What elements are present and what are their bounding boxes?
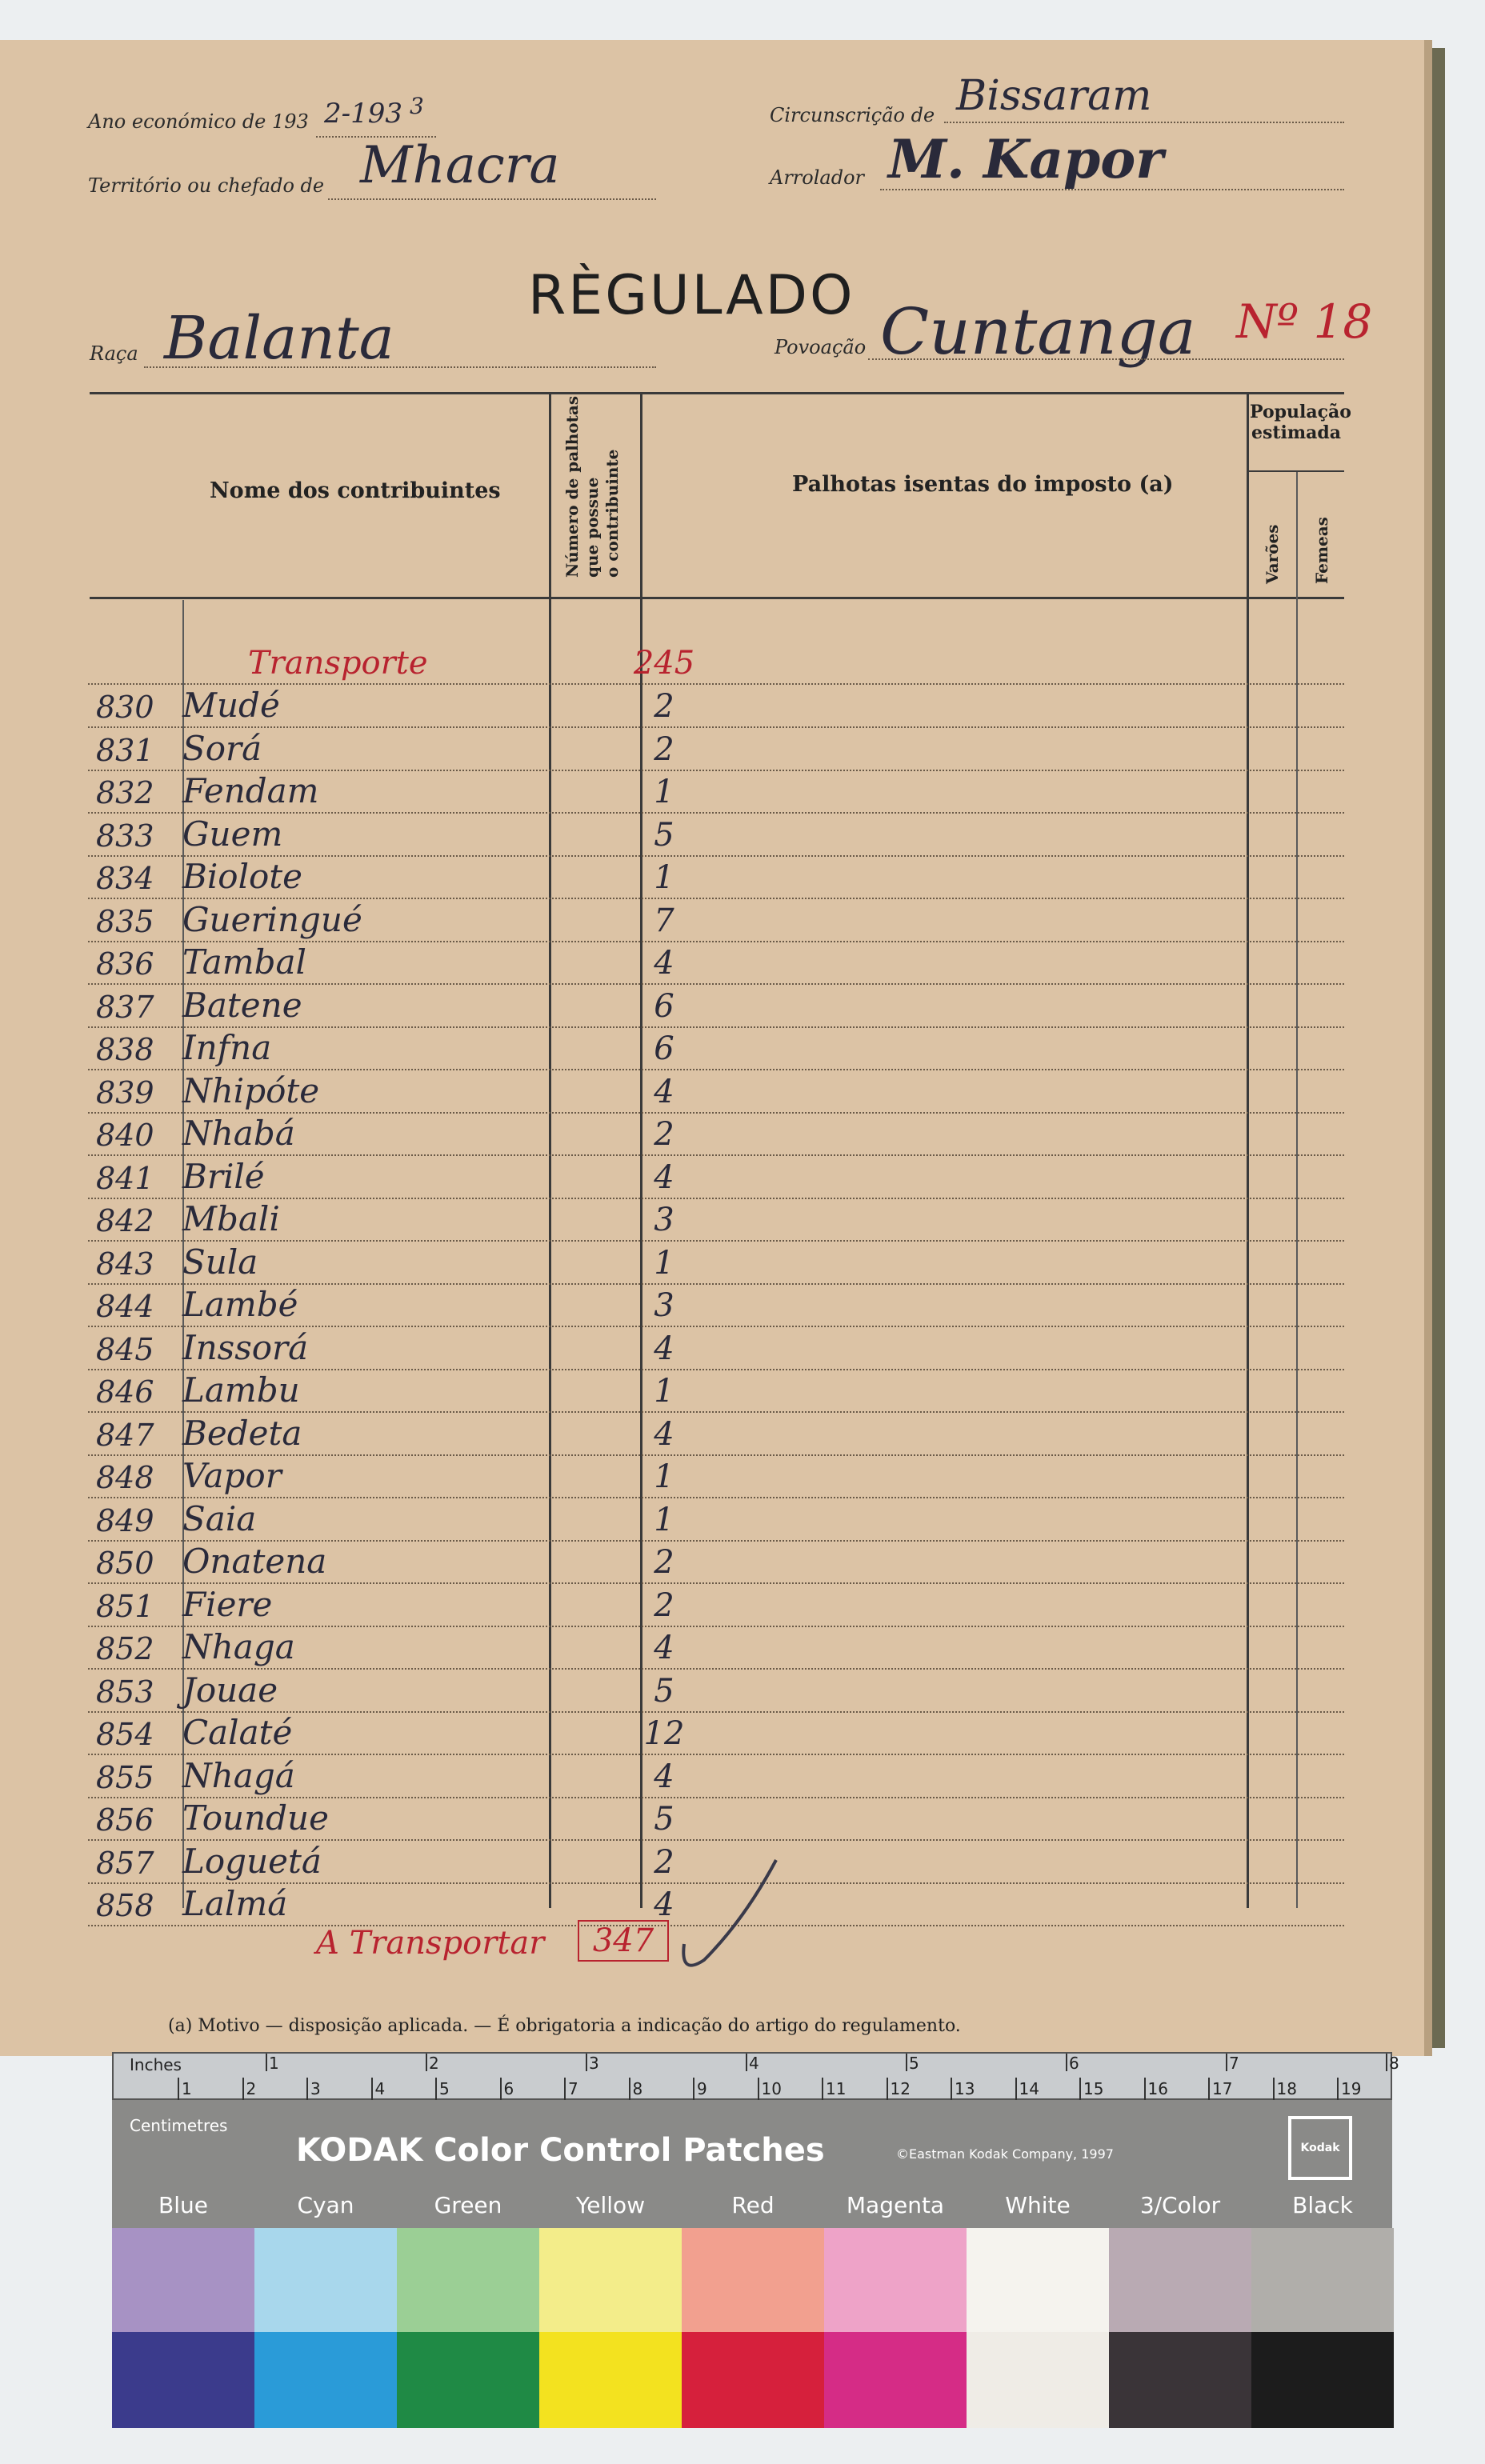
patch-light xyxy=(824,2228,967,2332)
patch-label: Green xyxy=(434,2192,502,2218)
ano-label: Ano económico de 193 xyxy=(88,110,309,133)
patch-dark xyxy=(1109,2332,1251,2428)
hut-count: 3 xyxy=(654,1202,674,1238)
povoacao-number: Nº 18 xyxy=(1236,294,1373,349)
cm-tick-label: 11 xyxy=(826,2079,847,2098)
hut-count: 1 xyxy=(654,859,674,896)
contributor-number: 831 xyxy=(96,732,154,768)
inch-tick xyxy=(746,2054,747,2071)
contributor-name: Infna xyxy=(182,1028,272,1067)
contributor-number: 846 xyxy=(96,1374,154,1410)
kodak-copyright: ©Eastman Kodak Company, 1997 xyxy=(896,2146,1114,2162)
column-header-varoes: Varões xyxy=(1263,524,1282,584)
patch-dark xyxy=(682,2332,824,2428)
page-edge xyxy=(1432,48,1445,2048)
patch-label: White xyxy=(1005,2192,1071,2218)
hut-count: 4 xyxy=(654,1886,674,1923)
hut-count: 4 xyxy=(654,1415,674,1453)
contributor-name: Vapor xyxy=(182,1456,282,1495)
kodak-title: KODAK Color Control Patches xyxy=(296,2132,825,2169)
povoacao-rule xyxy=(868,358,1344,360)
inch-tick-label: 8 xyxy=(1389,2054,1399,2073)
hut-count: 2 xyxy=(654,1843,674,1881)
contributor-name: Lalmá xyxy=(182,1884,288,1923)
cm-tick xyxy=(1273,2078,1275,2100)
table-row xyxy=(88,1027,1344,1070)
table-row xyxy=(88,1455,1344,1498)
contributor-name: Sula xyxy=(182,1242,258,1282)
contributor-name: Mudé xyxy=(182,686,280,725)
cm-tick xyxy=(500,2078,502,2100)
hut-count: 4 xyxy=(654,1630,674,1666)
cm-tick-label: 5 xyxy=(439,2079,450,2098)
contributor-name: Gueringué xyxy=(182,899,362,939)
inch-tick xyxy=(1066,2054,1067,2071)
hut-count: 6 xyxy=(654,987,674,1025)
contributor-number: 851 xyxy=(96,1588,154,1624)
cm-tick-label: 1 xyxy=(182,2079,192,2098)
table-header-rule xyxy=(90,597,1344,599)
transport-in-label: Transporte xyxy=(248,645,428,682)
table-row xyxy=(88,1242,1344,1285)
contributor-name: Toundue xyxy=(182,1798,329,1838)
cm-tick xyxy=(629,2078,630,2100)
contributor-name: Saia xyxy=(182,1498,257,1538)
hut-count: 1 xyxy=(654,774,674,810)
hut-count: 5 xyxy=(654,816,674,854)
cm-tick-label: 15 xyxy=(1083,2079,1104,2098)
contributor-name: Loguetá xyxy=(182,1841,322,1881)
inch-tick-label: 5 xyxy=(909,2054,919,2073)
hut-count: 2 xyxy=(654,1544,674,1581)
cm-tick xyxy=(887,2078,888,2100)
table-row xyxy=(88,814,1344,857)
cm-tick xyxy=(564,2078,566,2100)
contributor-number: 849 xyxy=(96,1502,154,1538)
cm-tick xyxy=(1144,2078,1146,2100)
contributor-number: 855 xyxy=(96,1759,154,1795)
patch-label: Cyan xyxy=(297,2192,354,2218)
contributor-name: Guem xyxy=(182,814,283,854)
hut-count: 5 xyxy=(654,1801,674,1838)
inch-tick xyxy=(906,2054,907,2071)
raca-label: Raça xyxy=(90,342,138,365)
contributor-name: Mbali xyxy=(182,1199,280,1238)
contributor-number: 844 xyxy=(96,1289,154,1324)
kodak-logo: Kodak xyxy=(1288,2116,1352,2180)
patch-light xyxy=(967,2228,1109,2332)
contributor-number: 841 xyxy=(96,1160,154,1196)
contributor-number: 847 xyxy=(96,1417,154,1453)
patch-light xyxy=(1251,2228,1394,2332)
inch-tick xyxy=(1226,2054,1227,2071)
contributor-number: 852 xyxy=(96,1631,154,1666)
patch-dark xyxy=(397,2332,539,2428)
table-row xyxy=(88,728,1344,771)
table-row xyxy=(88,856,1344,899)
contributor-number: 842 xyxy=(96,1203,154,1238)
cm-tick-label: 3 xyxy=(310,2079,321,2098)
hut-count: 3 xyxy=(654,1287,674,1324)
table-row xyxy=(88,1070,1344,1114)
inch-tick xyxy=(586,2054,587,2071)
inch-tick-label: 4 xyxy=(749,2054,759,2073)
circunscricao-rule xyxy=(944,122,1344,123)
table-row xyxy=(88,1327,1344,1370)
cm-tick-label: 13 xyxy=(955,2079,975,2098)
contributor-number: 838 xyxy=(96,1032,154,1067)
table-row xyxy=(88,1284,1344,1327)
patch-light xyxy=(682,2228,824,2332)
contributor-name: Tambal xyxy=(182,942,306,982)
circunscricao-handwritten: Bissaram xyxy=(956,72,1152,120)
patch-dark xyxy=(254,2332,397,2428)
territorio-label: Território ou chefado de xyxy=(88,174,325,197)
cm-tick xyxy=(242,2078,244,2100)
table-row xyxy=(88,1498,1344,1542)
column-header-isentas: Palhotas isentas do imposto (a) xyxy=(792,472,1174,497)
contributor-number: 853 xyxy=(96,1674,154,1710)
table-row xyxy=(88,685,1344,728)
cm-tick xyxy=(435,2078,437,2100)
contributor-name: Inssorá xyxy=(182,1327,309,1367)
page-title: RÈGULADO xyxy=(528,264,855,327)
table-row xyxy=(88,1413,1344,1456)
raca-rule xyxy=(144,366,656,368)
inch-tick xyxy=(426,2054,427,2071)
patch-light xyxy=(112,2228,254,2332)
contributor-name: Bedeta xyxy=(182,1413,302,1453)
contributor-name: Sorá xyxy=(182,728,262,768)
contributor-number: 834 xyxy=(96,861,154,896)
patch-label: Red xyxy=(731,2192,775,2218)
contributor-name: Fiere xyxy=(182,1584,273,1624)
arrolador-label: Arrolador xyxy=(770,166,864,189)
table-row xyxy=(88,1755,1344,1798)
transport-in-value: 245 xyxy=(633,645,695,682)
hut-count: 2 xyxy=(654,730,674,768)
circunscricao-label: Circunscrição de xyxy=(770,104,935,126)
cm-tick xyxy=(371,2078,373,2100)
contributor-number: 854 xyxy=(96,1717,154,1752)
territorio-handwritten: Mhacra xyxy=(360,136,560,195)
contributor-number: 850 xyxy=(96,1546,154,1581)
povoacao-label: Povoação xyxy=(775,336,867,358)
ledger-page xyxy=(0,40,1432,2056)
contributor-name: Batene xyxy=(182,985,302,1025)
hut-count: 1 xyxy=(654,1373,674,1410)
cm-tick xyxy=(306,2078,308,2100)
contributor-name: Fendam xyxy=(182,771,319,810)
cm-tick xyxy=(1015,2078,1017,2100)
patch-dark xyxy=(112,2332,254,2428)
kodak-color-strip xyxy=(112,2100,1392,2428)
contributor-name: Lambu xyxy=(182,1370,300,1410)
table-row xyxy=(88,1156,1344,1199)
contributor-name: Onatena xyxy=(182,1542,327,1581)
contributor-number: 837 xyxy=(96,989,154,1025)
ano-handwritten-2: 3 xyxy=(410,93,424,119)
column-header-populacao: População estimada xyxy=(1250,402,1351,443)
cm-tick-label: 4 xyxy=(374,2079,386,2098)
transport-out-value: 347 xyxy=(578,1920,669,1962)
contributor-name: Calaté xyxy=(182,1713,293,1752)
inch-tick-label: 3 xyxy=(589,2054,599,2073)
contributor-number: 830 xyxy=(96,690,154,725)
patch-label: Blue xyxy=(158,2192,208,2218)
contributor-number: 840 xyxy=(96,1118,154,1153)
table-top-rule xyxy=(90,392,1344,394)
contributor-number: 858 xyxy=(96,1888,154,1923)
transport-out-label: A Transportar xyxy=(316,1925,545,1962)
cm-tick xyxy=(951,2078,952,2100)
contributor-name: Nhagá xyxy=(182,1755,295,1795)
patch-label: Magenta xyxy=(846,2192,945,2218)
check-mark xyxy=(672,1856,800,1984)
inch-tick xyxy=(1386,2054,1387,2071)
table-row xyxy=(88,1670,1344,1713)
inch-tick-label: 1 xyxy=(269,2054,279,2073)
hut-count: 4 xyxy=(654,1158,674,1196)
patch-light xyxy=(254,2228,397,2332)
contributor-name: Jouae xyxy=(182,1670,278,1710)
hut-count: 2 xyxy=(654,688,674,725)
table-row xyxy=(88,1712,1344,1755)
patch-light xyxy=(539,2228,682,2332)
hut-count: 12 xyxy=(643,1715,685,1752)
contributor-name: Nhipóte xyxy=(182,1070,320,1110)
contributor-number: 843 xyxy=(96,1246,154,1282)
contributor-number: 832 xyxy=(96,775,154,810)
hut-count: 2 xyxy=(654,1586,674,1624)
hut-count: 6 xyxy=(654,1030,674,1067)
contributor-number: 833 xyxy=(96,818,154,854)
inch-tick-label: 6 xyxy=(1069,2054,1079,2073)
povoacao-handwritten: Cuntanga xyxy=(880,294,1196,369)
cm-tick-label: 18 xyxy=(1276,2079,1297,2098)
patch-dark xyxy=(967,2332,1109,2428)
contributor-number: 836 xyxy=(96,946,154,982)
hut-count: 4 xyxy=(654,1073,674,1110)
ruler xyxy=(112,2052,1399,2100)
inch-tick-label: 2 xyxy=(429,2054,439,2073)
contributor-number: 839 xyxy=(96,1074,154,1110)
hut-count: 1 xyxy=(654,1458,674,1495)
centimetres-label: Centimetres xyxy=(130,2116,228,2135)
cm-tick-label: 8 xyxy=(632,2079,643,2098)
arrolador-rule xyxy=(880,189,1344,190)
patch-label: 3/Color xyxy=(1139,2192,1221,2218)
cm-tick xyxy=(1337,2078,1339,2100)
cm-tick-label: 19 xyxy=(1341,2079,1362,2098)
cm-tick-label: 16 xyxy=(1147,2079,1168,2098)
cm-tick-label: 12 xyxy=(890,2079,911,2098)
cm-tick xyxy=(178,2078,179,2100)
arrolador-signature: M. Kapor xyxy=(888,128,1164,190)
cm-tick xyxy=(822,2078,823,2100)
contributor-number: 856 xyxy=(96,1802,154,1838)
raca-handwritten: Balanta xyxy=(164,304,394,373)
population-sub-rule xyxy=(1247,470,1344,472)
cm-tick-label: 2 xyxy=(246,2079,257,2098)
hut-count: 7 xyxy=(654,902,674,939)
table-row xyxy=(88,1584,1344,1627)
table-row xyxy=(88,1798,1344,1841)
inches-label: Inches xyxy=(130,2055,182,2074)
table-row xyxy=(88,1113,1344,1156)
hut-count: 1 xyxy=(654,1501,674,1538)
column-header-numero-2: que possue xyxy=(582,477,602,578)
inch-tick xyxy=(266,2054,267,2071)
patch-light xyxy=(397,2228,539,2332)
hut-count: 5 xyxy=(654,1672,674,1710)
table-row xyxy=(88,942,1344,985)
contributor-number: 835 xyxy=(96,903,154,939)
contributor-name: Nhabá xyxy=(182,1114,295,1153)
contributor-number: 848 xyxy=(96,1460,154,1495)
contributor-number: 845 xyxy=(96,1331,154,1367)
hut-count: 1 xyxy=(654,1244,674,1282)
table-row xyxy=(88,899,1344,942)
patch-label: Yellow xyxy=(575,2192,646,2218)
column-header-numero-1: Número de palhotas xyxy=(562,395,582,578)
footnote: (a) Motivo — disposição aplicada. — É obrigatoria a indicação do artigo do regulamento. xyxy=(168,2016,961,2036)
patch-dark xyxy=(1251,2332,1394,2428)
table-row xyxy=(88,985,1344,1028)
cm-tick-label: 17 xyxy=(1212,2079,1233,2098)
cm-tick-label: 10 xyxy=(761,2079,782,2098)
contributor-name: Brilé xyxy=(182,1156,265,1196)
contributor-name: Nhaga xyxy=(182,1627,295,1666)
inch-tick-label: 7 xyxy=(1229,2054,1239,2073)
column-header-numero-3: o contribuinte xyxy=(602,449,622,578)
hut-count: 4 xyxy=(654,945,674,982)
contributor-name: Biolote xyxy=(182,857,303,896)
table-row xyxy=(88,1370,1344,1413)
table-row xyxy=(88,1198,1344,1242)
cm-tick xyxy=(693,2078,694,2100)
cm-tick xyxy=(1208,2078,1210,2100)
patch-label: Black xyxy=(1292,2192,1353,2218)
hut-count: 2 xyxy=(654,1116,674,1153)
column-header-femeas: Femeas xyxy=(1312,517,1331,584)
table-row xyxy=(88,1626,1344,1670)
table-row xyxy=(88,770,1344,814)
patch-light xyxy=(1109,2228,1251,2332)
cm-tick xyxy=(758,2078,759,2100)
hut-count: 4 xyxy=(654,1758,674,1795)
patch-dark xyxy=(824,2332,967,2428)
contributor-name: Lambé xyxy=(182,1285,298,1324)
column-header-nome: Nome dos contribuintes xyxy=(210,478,501,503)
cm-tick-label: 7 xyxy=(568,2079,578,2098)
table-row xyxy=(88,1541,1344,1584)
cm-tick-label: 6 xyxy=(503,2079,514,2098)
cm-tick xyxy=(1079,2078,1081,2100)
cm-tick-label: 9 xyxy=(697,2079,707,2098)
patch-dark xyxy=(539,2332,682,2428)
hut-count: 4 xyxy=(654,1330,674,1367)
ano-handwritten: 2-193 xyxy=(324,98,403,130)
transport-in-row xyxy=(88,642,1344,685)
territorio-rule xyxy=(328,198,656,200)
cm-tick-label: 14 xyxy=(1019,2079,1039,2098)
contributor-number: 857 xyxy=(96,1845,154,1881)
